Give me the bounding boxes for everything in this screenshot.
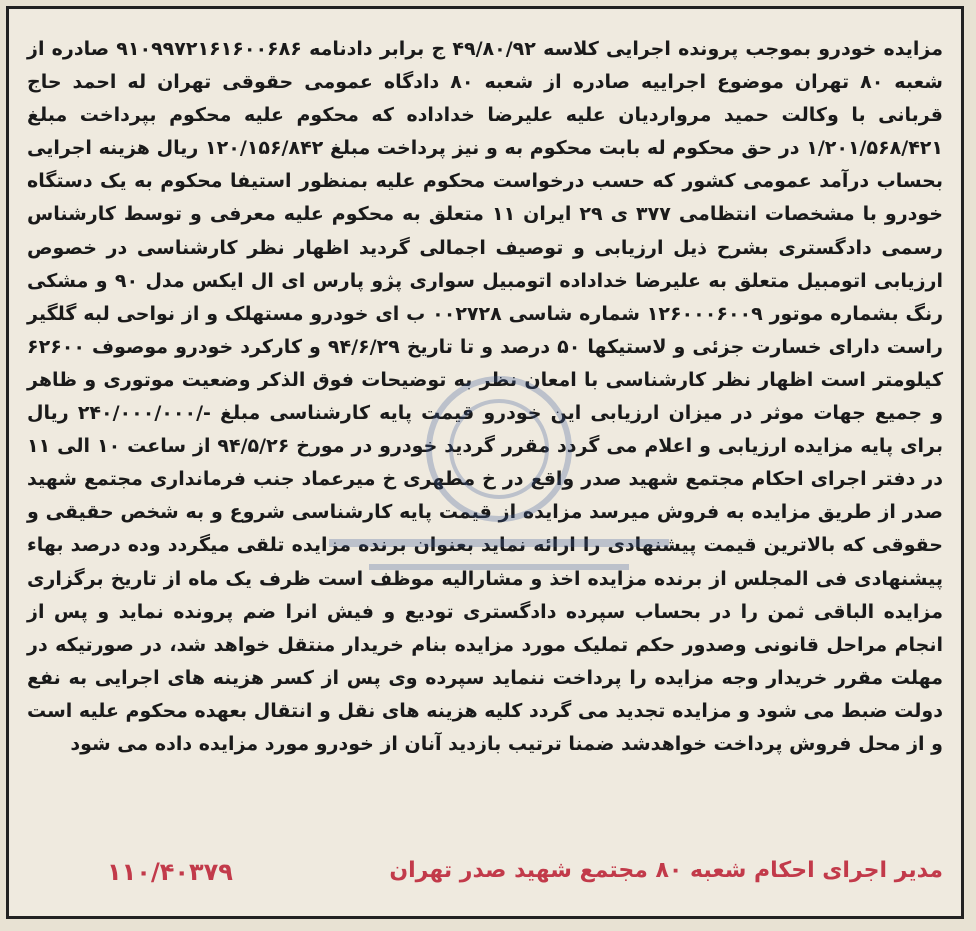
auction-notice bbox=[6, 6, 964, 919]
signature-line: مدیر اجرای احکام شعبه ۸۰ مجتمع شهید صدر تهران bbox=[389, 858, 943, 883]
reference-number: ۱۱۰/۴۰۳۷۹ bbox=[107, 858, 233, 886]
notice-footer bbox=[27, 858, 943, 894]
notice-body-text: مزایده خودرو بموجب پرونده اجرایی کلاسه ۴۹/۸۰/۹۲ ج برابر دادنامه ۹۱۰۹۹۷۲۱۶۱۶۰۰۶۸۶ صادره از شعبه ۸۰ تهران موضوع اجراییه صادره از شعبه ۸۰ دادگاه عمومی حقوقی تهران له احمد حاج قربانی با وکالت حمید مرواردیان علیه علیرضا خداداده که محکوم علیه محکوم بپرداخت مبلغ ۱/۲۰۱/۵۶۸/۴۲۱ در حق محکوم له بابت محکوم به و نیز پرداخت مبلغ ۱۲۰/۱۵۶/۸۴۲ ریال هزینه اجرایی بحساب درآمد عمومی کشور که حسب درخواست محکوم علیه بمنظور استیفا محکوم به یک دستگاه خودرو با مشخصات انتظامی ۳۷۷ ی ۲۹ ایران ۱۱ متعلق به محکوم علیه معرفی و توسط کارشناس رسمی دادگستری بشرح ذیل ارزیابی و توصیف اجمالی گردید اظهار نظر کارشناسی در خصوص ارزیابی اتومبیل متعلق به علیرضا خداداده اتومبیل سواری پژو پارس ای ال ایکس مدل ۹۰ و مشکی رنگ بشماره موتور ۱۲۶۰۰۰۶۰۰۹ شماره شاسی ۰۰۲۷۲۸ ب ای خودرو مستهلک و از نواحی لبه گلگیر راست دارای خسارت جزئی و لاستیکها ۵۰ درصد و تا تاریخ ۹۴/۶/۲۹ و کارکرد خودرو موصوف ۶۲۶۰۰ کیلومتر است اظهار نظر کارشناسی با امعان نظر به توضیحات فوق الذکر وضعیت موتوری و ظاهر و جمیع جهات موثر در میزان ارزیابی این خودرو قیمت پایه کارشناسی مبلغ -/۲۴۰/۰۰۰/۰۰۰ ریال برای پایه مزایده ارزیابی و اعلام می گردد مقرر گردید خودرو در مورخ ۹۴/۵/۲۶ از ساعت ۱۰ الی ۱۱ در دفتر اجرای احکام مجتمع شهید صدر واقع در خ مطهری خ میرعماد جنب فرمانداری مجتمع شهید صدر از طریق مزایده به فروش میرسد مزایده از قیمت پایه کارشناسی شروع و به شخص حقیقی و حقوقی که بالاترین قیمت پیشنهادی را ارائه نماید بعنوان برنده مزایده تلقی میگردد وده درصد بهاء پیشنهادی فی المجلس از برنده مزایده اخذ و مشارالیه موظف است ظرف یک ماه از تاریخ برگزاری مزایده الباقی ثمن را در بحساب سپرده دادگستری تودیع و فیش انرا ضم پرونده نماید و پس از انجام مراحل قانونی وصدور حکم تملیک مورد مزایده بنام خریدار منتقل خواهد شد، در صورتیکه در مهلت مقرر خریدار وجه مزایده را پرداخت ننماید سپرده وی پس از کسر هزینه های اجرایی به نفع دولت ضبط می شود و مزایده تجدید می گردد کلیه هزینه های نقل و انتقال بعهده محکوم علیه است و از محل فروش پرداخت خواهدشد ضمنا ترتیب بازدید آنان از خودرو مورد مزایده داده می شود bbox=[27, 38, 944, 755]
